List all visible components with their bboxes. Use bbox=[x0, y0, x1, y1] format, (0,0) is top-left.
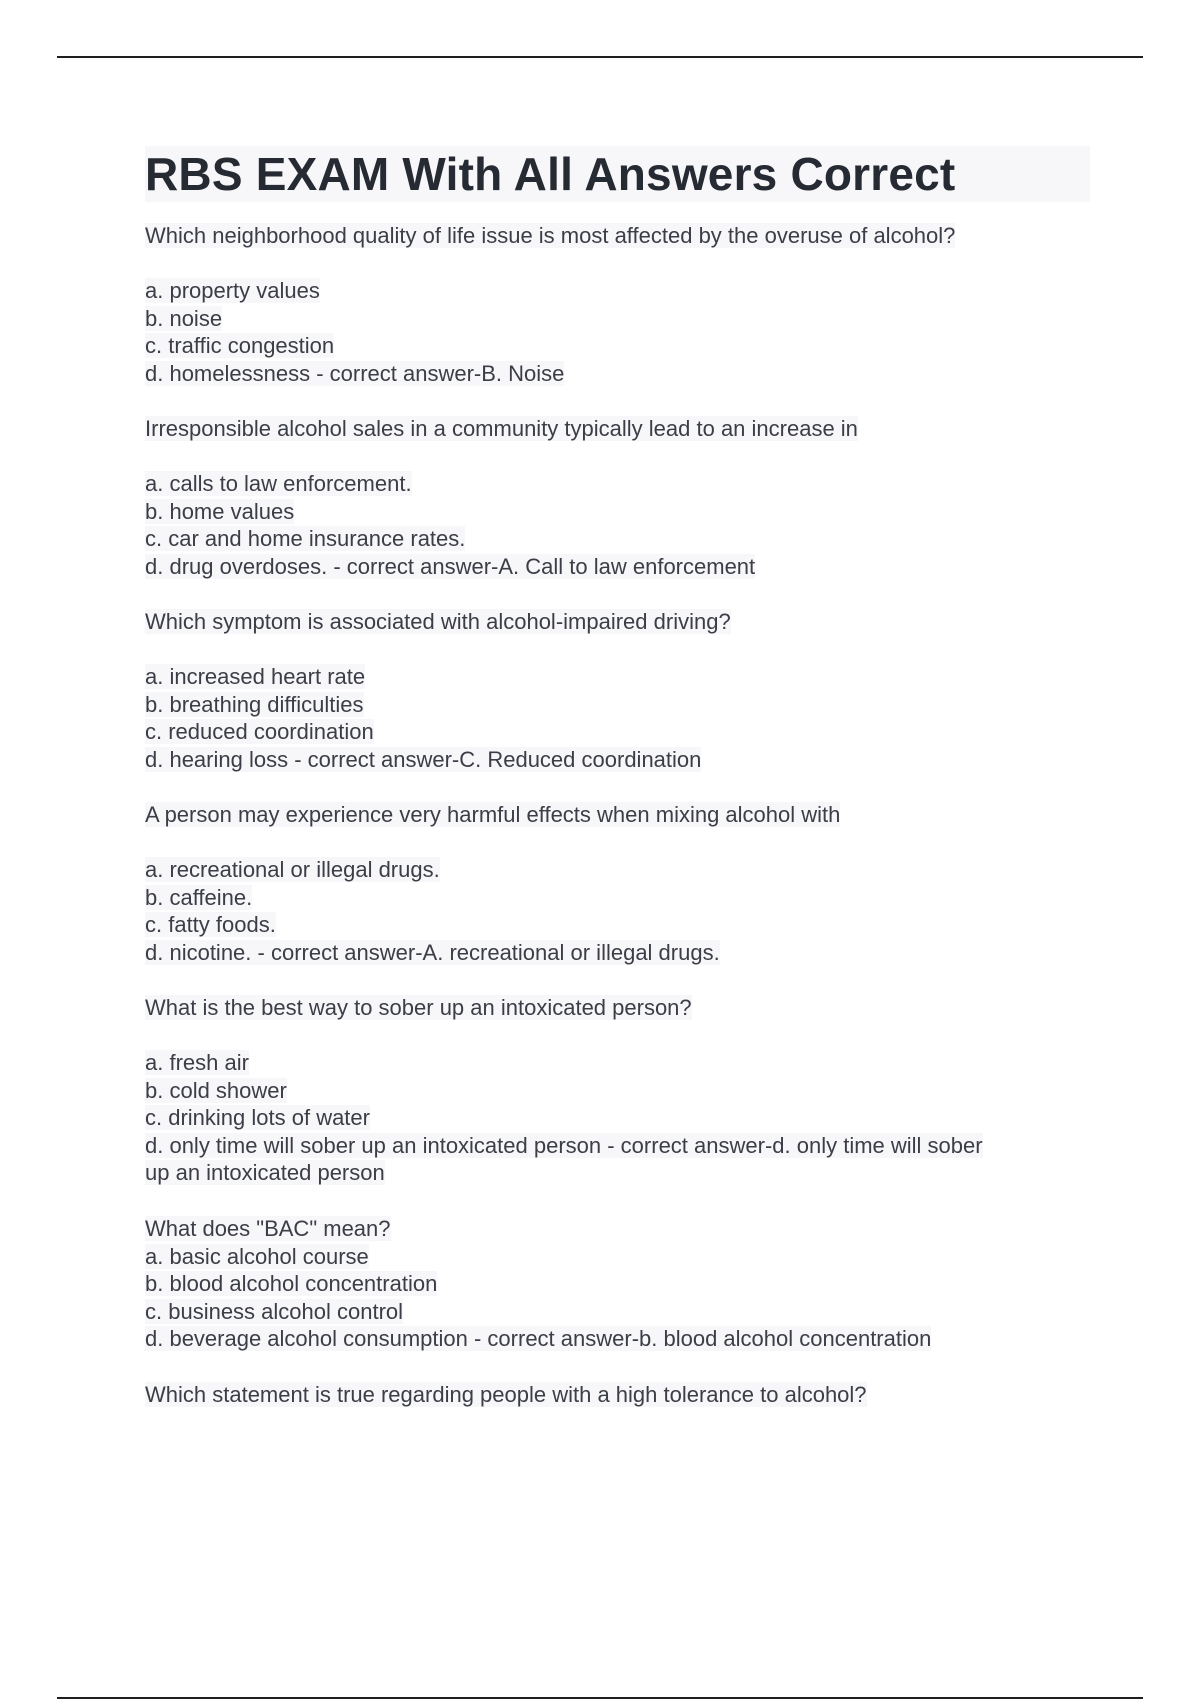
header-rule bbox=[57, 56, 1143, 58]
question-block bbox=[145, 1215, 1090, 1353]
option-c: c. business alcohol control bbox=[145, 1298, 404, 1324]
question-text: What does "BAC" mean? bbox=[145, 1215, 391, 1241]
option-b: b. caffeine. bbox=[145, 884, 253, 910]
option-b: b. cold shower bbox=[145, 1077, 287, 1103]
question-block bbox=[145, 994, 1090, 1187]
option-c: c. reduced coordination bbox=[145, 719, 374, 744]
document-body bbox=[145, 146, 1090, 1409]
option-b: b. blood alcohol concentration bbox=[145, 1271, 438, 1296]
question-text: Which symptom is associated with alcohol-impaired driving? bbox=[145, 609, 731, 634]
document-title: RBS EXAM With All Answers Correct bbox=[145, 146, 1090, 202]
option-c: c. traffic congestion bbox=[145, 333, 335, 358]
option-b: b. home values bbox=[145, 498, 295, 524]
question-block bbox=[145, 608, 1090, 773]
option-a: a. property values bbox=[145, 278, 320, 303]
option-d-with-answer: d. nicotine. - correct answer-A. recreational or illegal drugs. bbox=[145, 939, 720, 965]
answer-options bbox=[145, 277, 1090, 387]
answer-options bbox=[145, 1049, 1090, 1187]
question-block bbox=[145, 222, 1090, 387]
option-a: a. fresh air bbox=[145, 1050, 249, 1075]
question-block bbox=[145, 1381, 1090, 1409]
question-text: Which neighborhood quality of life issue is most affected by the overuse of alcohol? bbox=[145, 223, 956, 248]
option-d-with-answer: d. only time will sober up an intoxicated person - correct answer-d. only time will sober bbox=[145, 1132, 983, 1158]
option-c: c. fatty foods. bbox=[145, 912, 276, 937]
answer-options bbox=[145, 663, 1090, 773]
option-a: a. increased heart rate bbox=[145, 664, 366, 689]
answer-options bbox=[145, 856, 1090, 966]
question-text: Irresponsible alcohol sales in a community typically lead to an increase in bbox=[145, 416, 858, 441]
option-d-continued: up an intoxicated person bbox=[145, 1160, 385, 1185]
option-c: c. drinking lots of water bbox=[145, 1105, 370, 1130]
question-text: What is the best way to sober up an intoxicated person? bbox=[145, 995, 692, 1020]
option-a: a. basic alcohol course bbox=[145, 1243, 369, 1269]
option-d-with-answer: d. hearing loss - correct answer-C. Reduced coordination bbox=[145, 746, 702, 772]
option-b: b. noise bbox=[145, 305, 223, 331]
question-block bbox=[145, 415, 1090, 580]
question-text: A person may experience very harmful effects when mixing alcohol with bbox=[145, 802, 841, 827]
option-b: b. breathing difficulties bbox=[145, 691, 364, 717]
option-d-with-answer: d. homelessness - correct answer-B. Noise bbox=[145, 360, 565, 386]
question-text: Which statement is true regarding people with a high tolerance to alcohol? bbox=[145, 1381, 867, 1407]
answer-options bbox=[145, 1243, 1090, 1353]
footer-rule bbox=[57, 1697, 1143, 1699]
option-d-with-answer: d. beverage alcohol consumption - correct answer-b. blood alcohol concentration bbox=[145, 1326, 932, 1351]
option-d-with-answer: d. drug overdoses. - correct answer-A. Call to law enforcement bbox=[145, 553, 756, 579]
option-c: c. car and home insurance rates. bbox=[145, 526, 466, 551]
answer-options bbox=[145, 470, 1090, 580]
option-a: a. recreational or illegal drugs. bbox=[145, 857, 440, 882]
question-block bbox=[145, 801, 1090, 966]
option-a: a. calls to law enforcement. bbox=[145, 471, 412, 496]
